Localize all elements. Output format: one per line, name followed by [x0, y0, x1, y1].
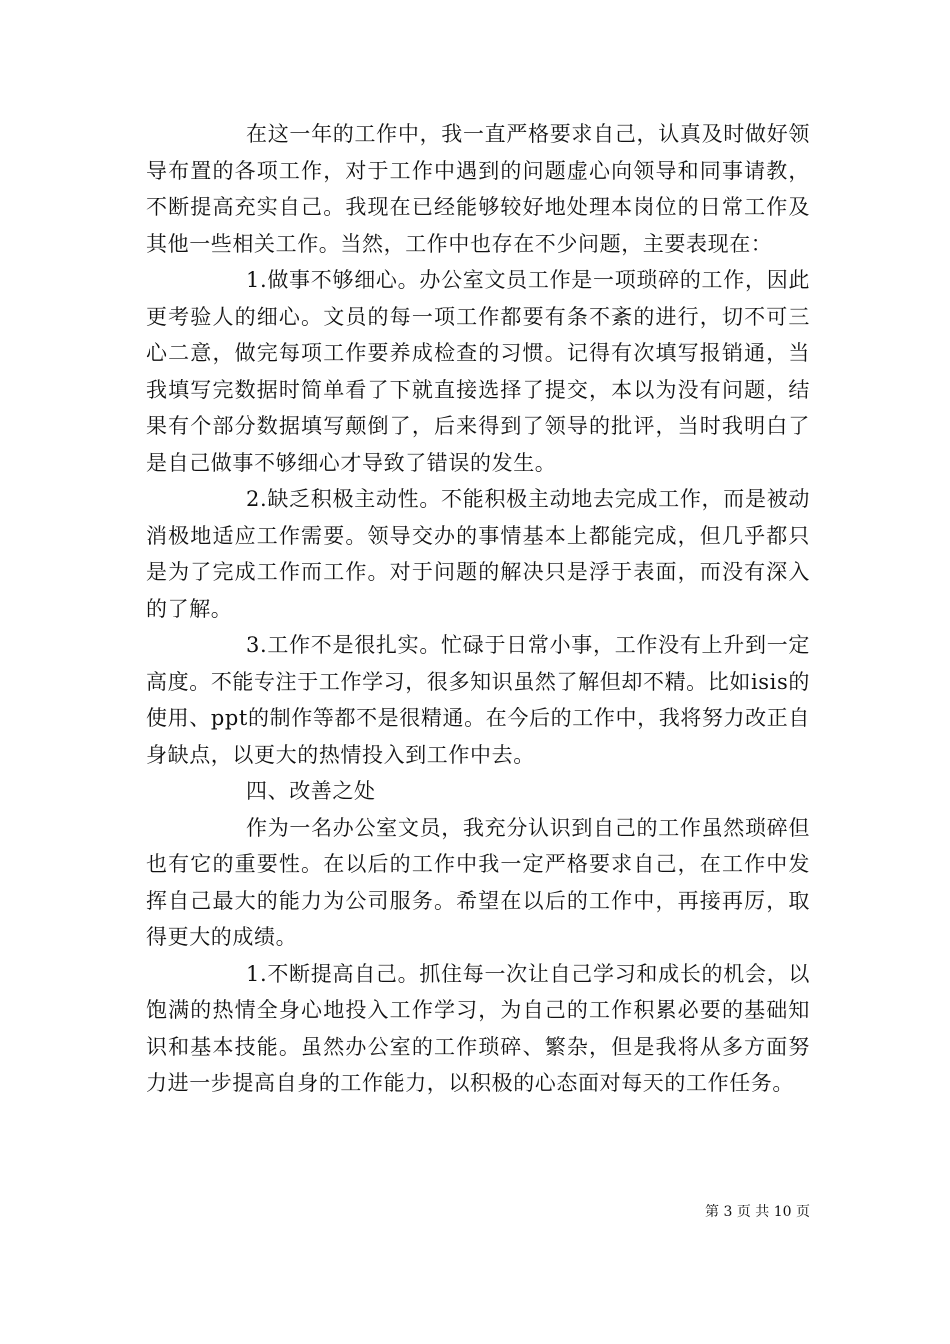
paragraph-intro: 在这一年的工作中，我一直严格要求自己，认真及时做好领导布置的各项工作，对于工作中遇到的问题虚心向领导和同事请教，不断提高充实自己。我现在已经能够较好地处理本岗位的日常工作及其他一些相关工作。当然，工作中也存在不少问题，主要表现在：	[146, 122, 810, 256]
paragraph-issue-3: 3.工作不是很扎实。忙碌于日常小事，工作没有上升到一定高度。不能专注于工作学习，很多知识虽然了解但却不精。比如isis的使用、ppt的制作等都不是很精通。在今后的工作中，我将努力改正自身缺点，以更大的热情投入到工作中去。	[146, 633, 810, 767]
paragraph-issue-2: 2.缺乏积极主动性。不能积极主动地去完成工作，而是被动消极地适应工作需要。领导交办的事情基本上都能完成，但几乎都只是为了完成工作而工作。对于问题的解决只是浮于表面，而没有深入的了解。	[146, 487, 810, 621]
section-heading: 四、改善之处	[246, 779, 376, 803]
paragraph-improvement-1: 1.不断提高自己。抓住每一次让自己学习和成长的机会，以饱满的热情全身心地投入工作学习，为自己的工作积累必要的基础知识和基本技能。虽然办公室的工作琐碎、繁杂，但是我将从多方面努力进一步提高自身的工作能力，以积极的心态面对每天的工作任务。	[146, 961, 810, 1095]
page-number: 第 3 页 共 10 页	[705, 1204, 810, 1220]
document-body	[146, 116, 810, 1102]
paragraph-improvement-intro: 作为一名办公室文员，我充分认识到自己的工作虽然琐碎但也有它的重要性。在以后的工作中我一定严格要求自己，在工作中发挥自己最大的能力为公司服务。希望在以后的工作中，再接再厉，取得更大的成绩。	[146, 815, 810, 949]
paragraph-issue-1: 1.做事不够细心。办公室文员工作是一项琐碎的工作，因此更考验人的细心。文员的每一项工作都要有条不紊的进行，切不可三心二意，做完每项工作要养成检查的习惯。记得有次填写报销通，当我填写完数据时简单看了下就直接选择了提交，本以为没有问题，结果有个部分数据填写颠倒了，后来得到了领导的批评，当时我明白了是自己做事不够细心才导致了错误的发生。	[146, 268, 810, 475]
